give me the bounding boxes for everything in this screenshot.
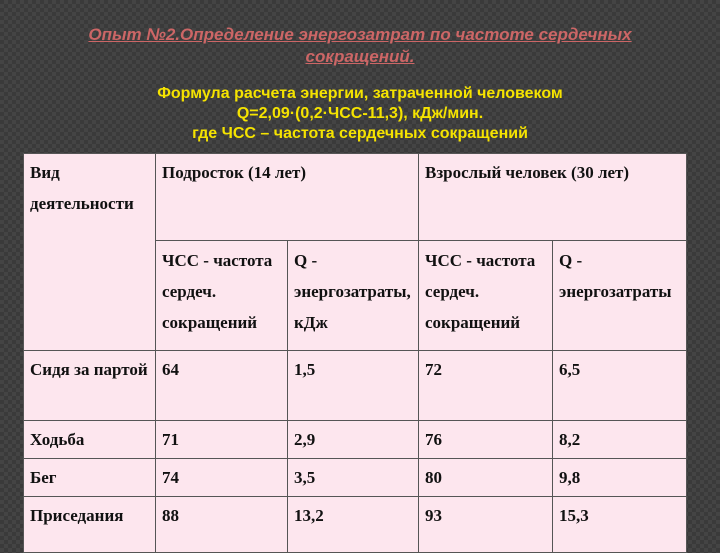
cell-teen-hss: 71 [156,421,288,459]
cell-teen-hss: 64 [156,351,288,421]
cell-adult-hss: 80 [419,459,553,497]
formula-line3: где ЧСС – частота сердечных сокращений [192,125,528,142]
cell-adult-q: 6,5 [553,351,687,421]
energy-table [23,153,687,553]
cell-adult-q: 9,8 [553,459,687,497]
table-row [24,497,687,553]
slide-title-line2: сокращений. [305,47,415,66]
cell-adult-q: 8,2 [553,421,687,459]
subheader-teen-hss [156,241,288,351]
table-row [24,459,687,497]
subheader-adult-hss [419,241,553,351]
cell-teen-hss: 88 [156,497,288,553]
subheader-adult-q [553,241,687,351]
subheader-adult-hss-text: ЧСС - частота сердеч. сокращений [425,251,536,332]
cell-adult-hss: 76 [419,421,553,459]
formula-line1: Формула расчета энергии, затраченной человеком [157,85,563,102]
table-header-row [24,154,687,241]
table-row [24,351,687,421]
subheader-teen-q-text: Q - энергозатраты, кДж [294,251,411,332]
slide-title [40,24,680,68]
header-adult: Взрослый человек (30 лет) [419,154,687,241]
cell-activity: Сидя за партой [24,351,156,421]
subheader-adult-q-text: Q - энергозатраты [559,251,672,301]
slide-title-line1: Опыт №2.Определение энергозатрат по частоте сердечных [88,25,632,44]
table-row [24,421,687,459]
cell-activity: Бег [24,459,156,497]
cell-adult-hss: 93 [419,497,553,553]
formula-block [60,84,660,144]
subheader-teen-hss-text: ЧСС - частота сердеч. сокращений [162,251,273,332]
header-activity: Вид деятельности [24,154,156,351]
cell-activity: Приседания [24,497,156,553]
cell-teen-q: 13,2 [288,497,419,553]
header-teen: Подросток (14 лет) [156,154,419,241]
subheader-teen-q [288,241,419,351]
cell-teen-q: 2,9 [288,421,419,459]
cell-teen-hss: 74 [156,459,288,497]
cell-adult-q: 15,3 [553,497,687,553]
cell-teen-q: 1,5 [288,351,419,421]
cell-activity: Ходьба [24,421,156,459]
formula-line2: Q=2,09·(0,2·ЧСС-11,3), кДж/мин. [236,105,484,122]
cell-adult-hss: 72 [419,351,553,421]
cell-teen-q: 3,5 [288,459,419,497]
